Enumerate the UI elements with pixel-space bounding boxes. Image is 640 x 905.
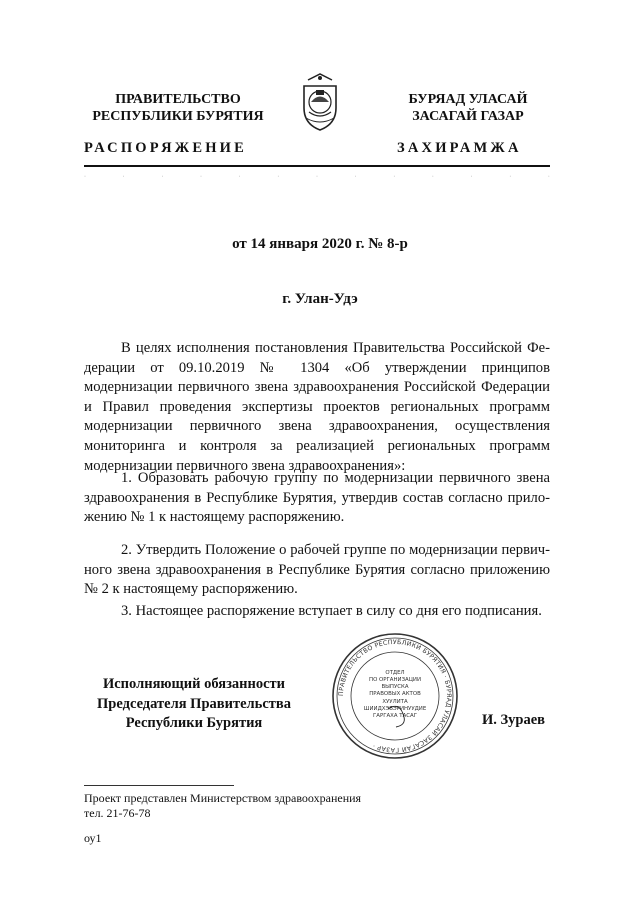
- document-date-number: от 14 января 2020 г. № 8-р: [232, 236, 408, 252]
- signatory-title-line-1: Исполняющий обязанности: [102, 676, 286, 692]
- stamp-line-4: ПРАВОВЫХ АКТОВ: [369, 691, 421, 697]
- stamp-line-6: ШИИДХЭБЭРИНУУДИЕ: [363, 706, 427, 712]
- item-3-paragraph: [84, 602, 550, 622]
- footer-prepared-by: Проект представлен Министерством здравоохранения: [84, 791, 362, 805]
- item-2-text: 2. Утвердить Положение о рабочей группе по модернизации первичного звена здравоохранения в Республике Бурятия согласно приложению № 2 к настоящему распоряжению.: [84, 542, 550, 598]
- stamp-line-2: ПО ОРГАНИЗАЦИИ: [369, 677, 421, 683]
- item-1-paragraph: [84, 469, 550, 528]
- order-title-bur: ЗАХИРАМЖА: [397, 140, 522, 156]
- preamble-text: В целях исполнения постановления Правительства Российской Федерации от 09.10.2019 № 1304 «Об утверждении принципов модернизации первичного звена здравоохранения Российской Федерации и Правил проведения экспертизы проектов региональных программ модернизации первичного звена здравоохранения, осуществления мониторинга и контроля за реализацией региональных программ модернизации первичного звена здравоохранения»:: [84, 340, 550, 474]
- signatory-title: [84, 675, 304, 734]
- footer-code: оу1: [84, 831, 102, 845]
- header-left-line-1: ПРАВИТЕЛЬСТВО: [115, 92, 241, 107]
- stamp-line-3: ВЫПУСКА: [381, 684, 409, 690]
- footer-divider: [84, 785, 234, 786]
- item-2-paragraph: [84, 541, 550, 600]
- order-title-ru: РАСПОРЯЖЕНИЕ: [84, 140, 248, 156]
- stamp-ring-text: ПРАВИТЕЛЬСТВО РЕСПУБЛИКИ БУРЯТИЯ · БУРЯАД УЛАСАЙ ЗАСАГАЙ ГАЗАР ·: [337, 638, 453, 754]
- item-3-text: 3. Настоящее распоряжение вступает в силу со дня его подписания.: [121, 603, 542, 619]
- header-left-title: [78, 91, 278, 125]
- preamble-paragraph: [84, 339, 550, 476]
- stamp-line-7: ГАРГАХА ТАСАГ: [372, 713, 418, 719]
- stamp-line-1: ОТДЕЛ: [385, 670, 405, 676]
- buryatia-coat-of-arms-icon: [294, 72, 346, 132]
- signatory-title-line-3: Республики Бурятия: [125, 715, 263, 731]
- header-right-line-1: БУРЯАД УЛАСАЙ: [408, 92, 528, 107]
- signatory-title-line-2: Председателя Правительства: [97, 695, 291, 712]
- document-city: г. Улан-Удэ: [282, 291, 358, 307]
- header-right-title: [388, 91, 548, 125]
- header-right-line-2: ЗАСАГАЙ ГАЗАР: [412, 109, 524, 124]
- footer-phone: тел. 21-76-78: [84, 806, 151, 820]
- signatory-name: И. Зураев: [482, 712, 546, 728]
- stamp-line-5: ХУУЛИТА: [382, 699, 408, 705]
- item-1-text: 1. Образовать рабочую группу по модернизации первичного звена здравоохранения в Республике Бурятия, утвердив состав согласно приложению № 1 к настоящему распоряжению.: [84, 470, 550, 526]
- official-stamp: [330, 631, 460, 761]
- header-dotted-line: · · · · · · · · · · · · ·: [84, 174, 550, 180]
- header-left-line-2: РЕСПУБЛИКИ БУРЯТИЯ: [92, 109, 264, 124]
- header-divider: [84, 165, 550, 167]
